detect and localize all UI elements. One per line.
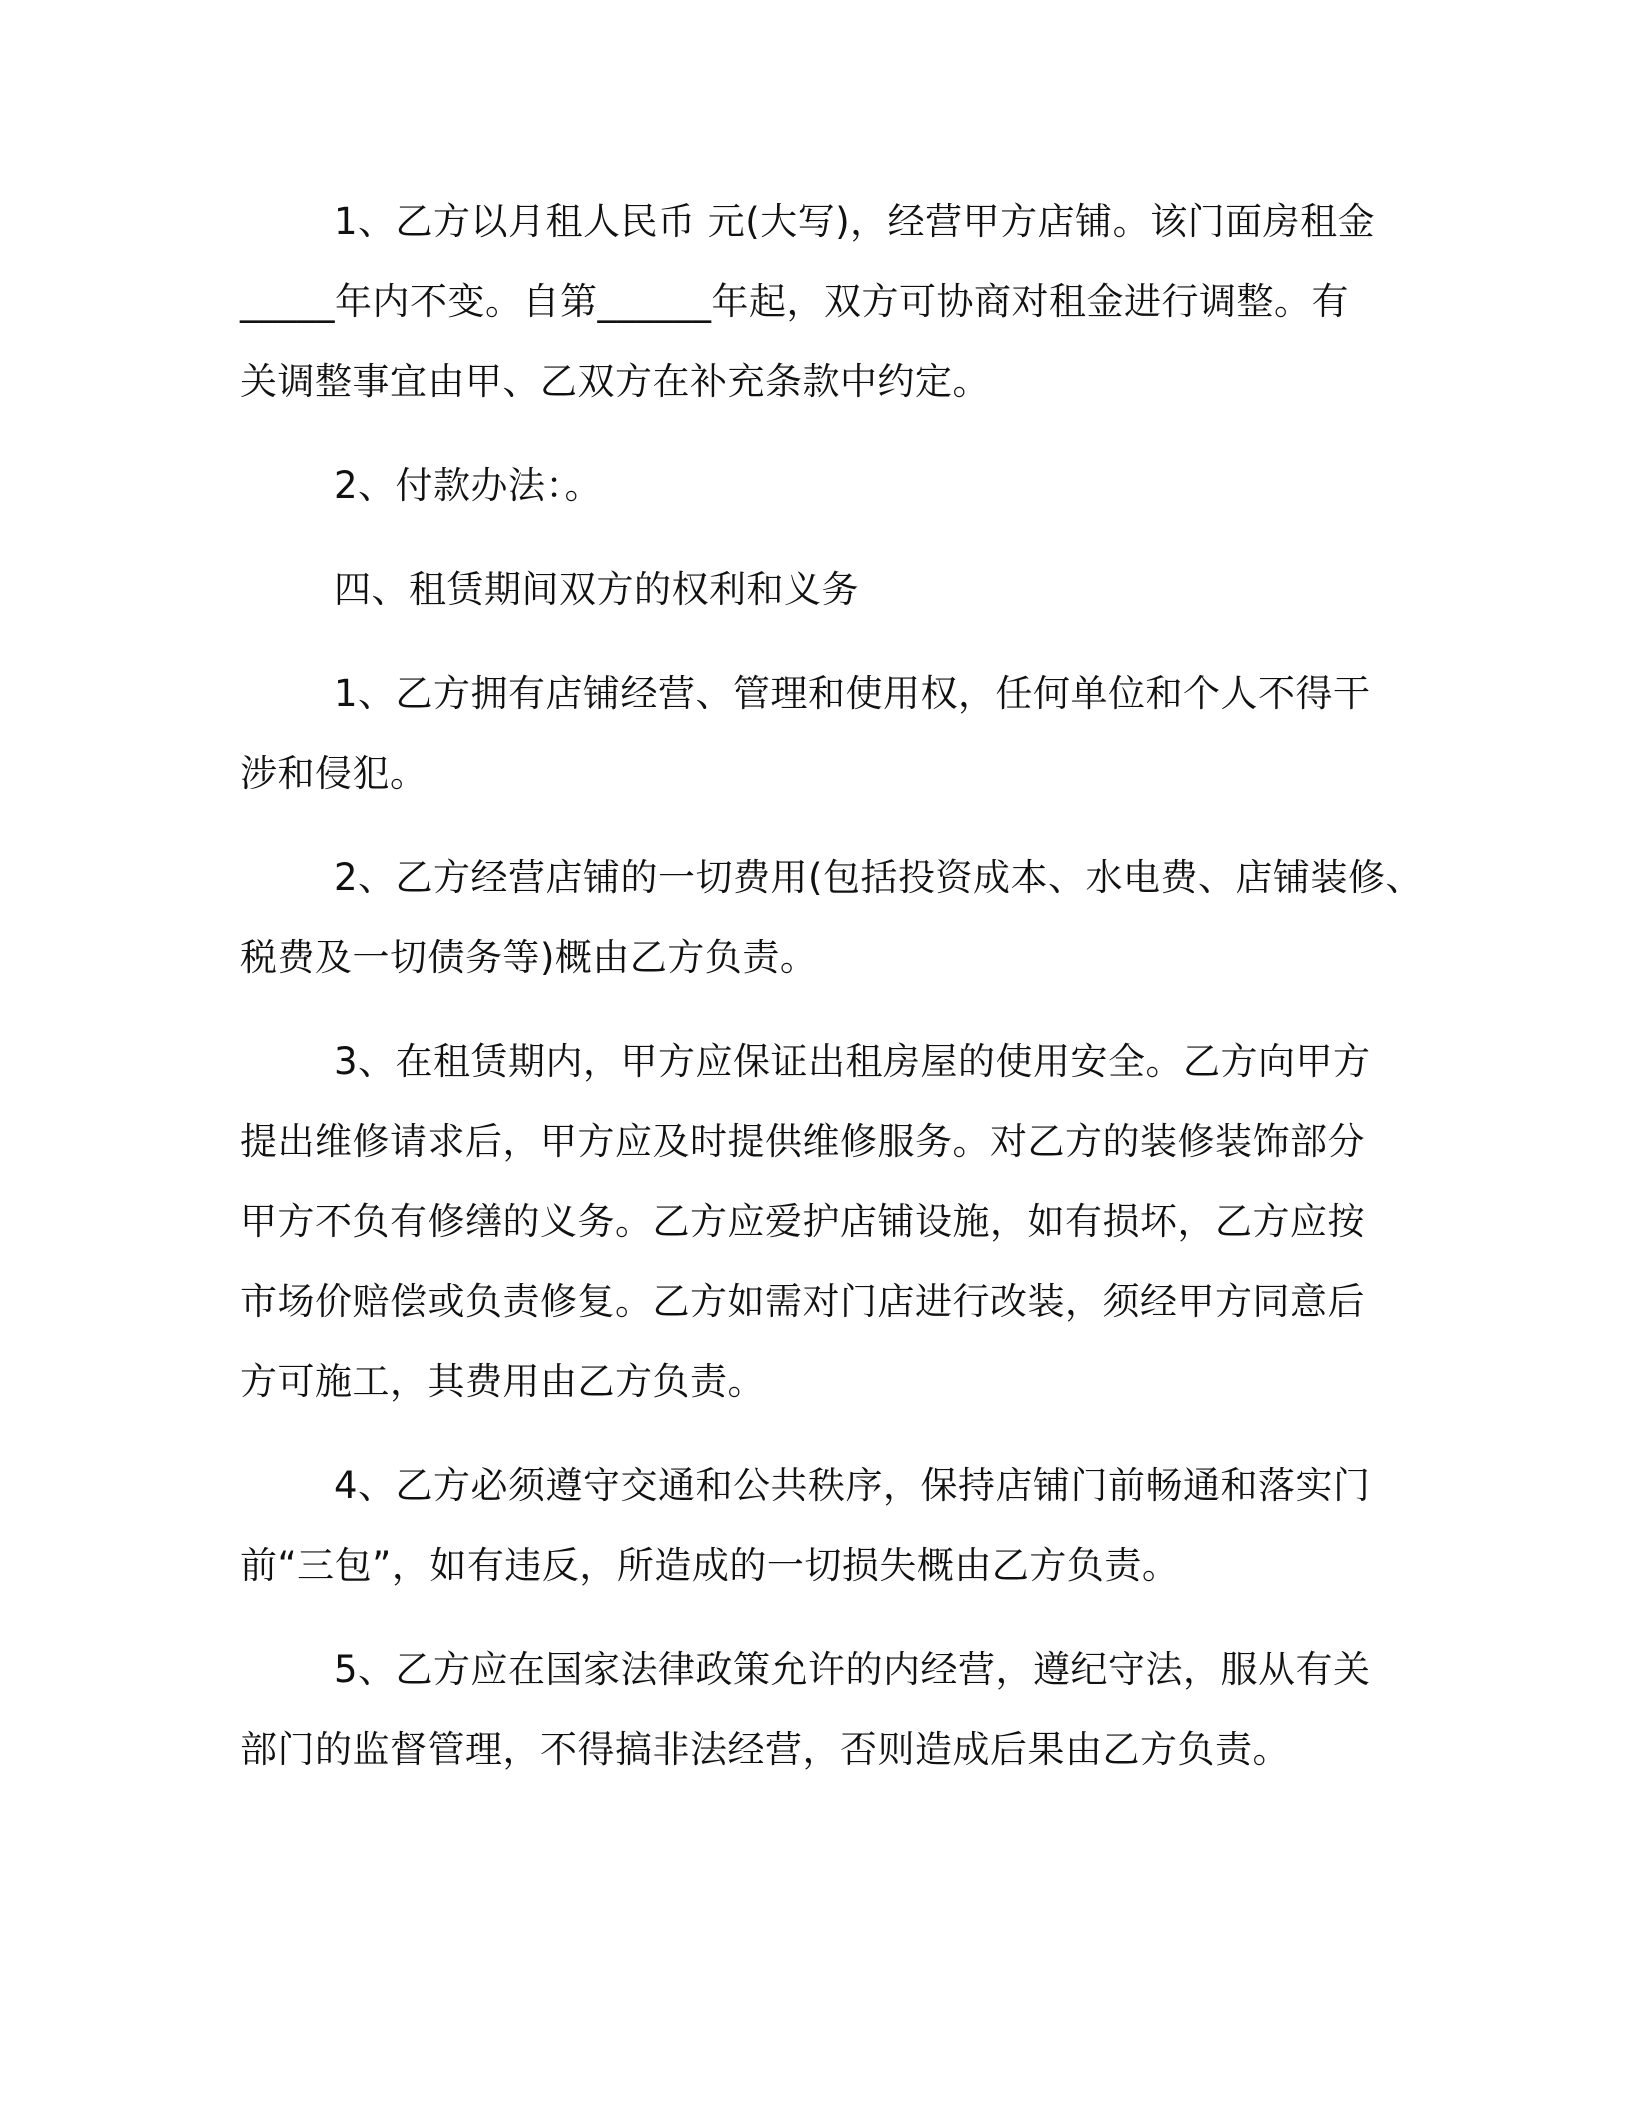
paragraph-line: 4、乙方必须遵守交通和公共秩序，保持店铺门前畅通和落实门 — [334, 1464, 1371, 1507]
paragraph-safety-repairs — [240, 1022, 1400, 1422]
paragraph-operating-costs — [240, 838, 1423, 998]
paragraph-line: 2、付款办法：。 — [334, 464, 603, 507]
paragraph-rent-amount — [240, 182, 1400, 422]
paragraph-line: 方可施工，其费用由乙方负责。 — [240, 1360, 765, 1403]
paragraph-payment-method — [240, 446, 1400, 526]
paragraph-operating-rights — [240, 654, 1400, 814]
paragraph-line: 1、乙方拥有店铺经营、管理和使用权，任何单位和个人不得干 — [334, 672, 1371, 715]
paragraph-line: 市场价赔偿或负责修复。乙方如需对门店进行改装，须经甲方同意后 — [240, 1280, 1365, 1323]
paragraph-line: 前“三包”，如有违反，所造成的一切损失概由乙方负责。 — [240, 1544, 1180, 1587]
paragraph-line: 5、乙方应在国家法律政策允许的内经营，遵纪守法，服从有关 — [334, 1648, 1371, 1691]
section-heading: 四、租赁期间双方的权利和义务 — [334, 568, 859, 611]
paragraph-line: 甲方不负有修缮的义务。乙方应爱护店铺设施，如有损坏，乙方应按 — [240, 1200, 1365, 1243]
paragraph-line: 3、在租赁期内，甲方应保证出租房屋的使用安全。乙方向甲方 — [334, 1040, 1371, 1083]
paragraph-legal-compliance — [240, 1630, 1400, 1790]
paragraph-line: 提出维修请求后，甲方应及时提供维修服务。对乙方的装修装饰部分 — [240, 1120, 1365, 1163]
paragraph-line: 税费及一切债务等)概由乙方负责。 — [240, 936, 818, 979]
document-body — [240, 182, 1423, 1814]
paragraph-line: 1、乙方以月租人民币 元(大写)，经营甲方店铺。该门面房租金 — [334, 200, 1376, 243]
paragraph-line: 关调整事宜由甲、乙双方在补充条款中约定。 — [240, 360, 990, 403]
paragraph-line: _____年内不变。自第______年起，双方可协商对租金进行调整。有 — [240, 280, 1349, 323]
paragraph-line: 2、乙方经营店铺的一切费用(包括投资成本、水电费、店铺装修、 — [334, 856, 1423, 899]
section-heading-rights-obligations — [240, 550, 1400, 630]
paragraph-public-order — [240, 1446, 1400, 1606]
paragraph-line: 部门的监督管理，不得搞非法经营，否则造成后果由乙方负责。 — [240, 1728, 1290, 1771]
paragraph-line: 涉和侵犯。 — [240, 752, 428, 795]
